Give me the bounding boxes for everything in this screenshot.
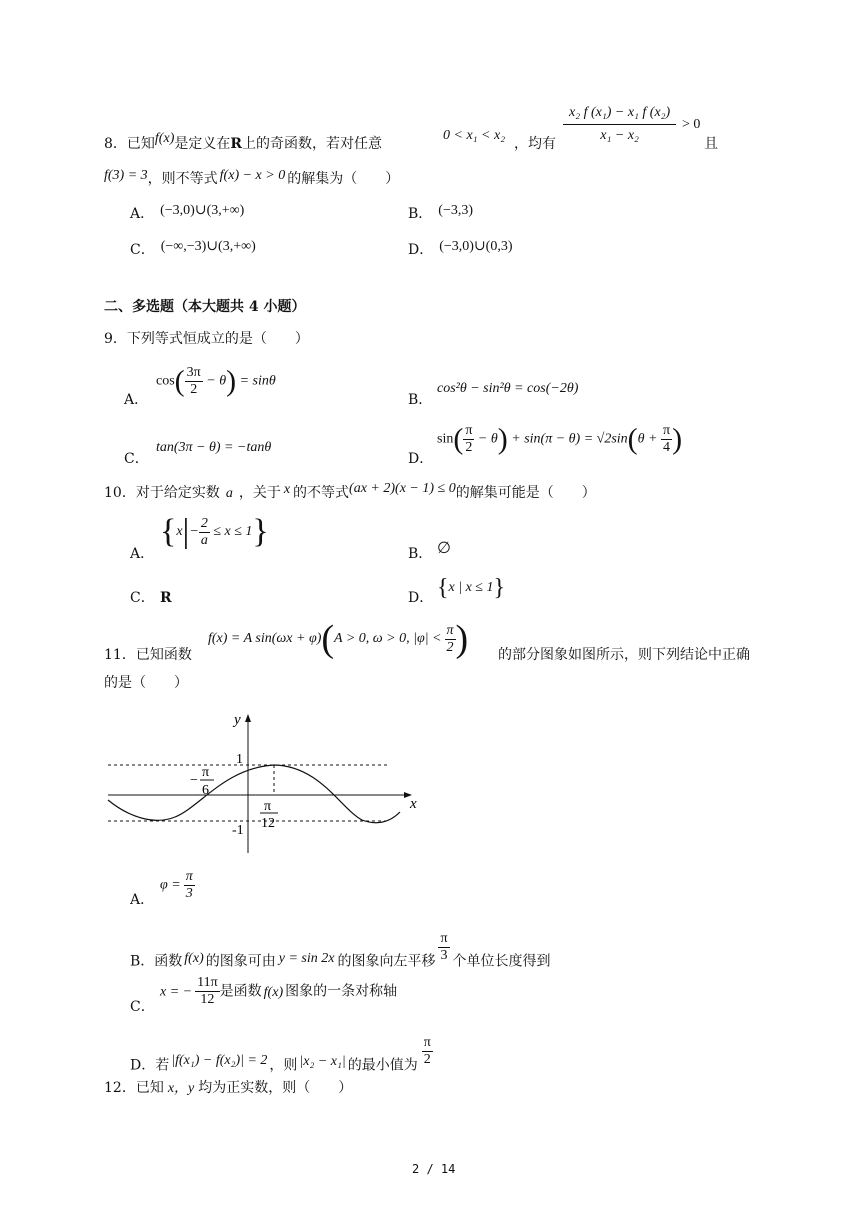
q9-option-c-label[interactable]: C． [124, 451, 149, 467]
q8-option-a[interactable]: A． (−3,0)∪(3,+∞) [130, 203, 245, 222]
q8-text-have: ，均有 [514, 136, 556, 152]
q9-option-d-label[interactable]: D． [408, 451, 434, 467]
q11-option-c-label[interactable]: C． [130, 999, 155, 1015]
q8-condition: 0 < x₁ < x₂ [443, 128, 506, 143]
q11-stem-prefix: 11．已知函数 [104, 647, 192, 663]
graph-label-neg-pi6-den: 6 [202, 783, 209, 798]
q11-option-a-label[interactable]: A． [130, 892, 155, 908]
q8-line2: f(3) = 3，则不等式 f(x) − x > 0 的解集为（ ） [104, 168, 400, 187]
q10-option-b-label[interactable]: B． [408, 546, 433, 562]
q10-option-c-expr: R [160, 590, 172, 606]
graph-x-label: x [410, 796, 417, 812]
q11-option-d[interactable]: D．若 |f(x₁) − f(x₂)| = 2 ，则 |x₂ − x₁| 的最小值为 $\frac{\pi}{2}$ [130, 1035, 431, 1074]
q8-option-d[interactable]: D． (−3,0)∪(0,3) [408, 239, 513, 258]
q8-gt0: > 0 [682, 117, 701, 132]
q10-option-a-expr: {x|− $\frac{2}{a}$ ≤ x ≤ 1} [160, 513, 269, 550]
q8-fraction: $\frac{\text{x₂ f (x₁) − x₁ f (x₂)}}{\text{x₁ − x₂}}$ [563, 106, 676, 143]
q10-option-b-expr: ∅ [437, 540, 451, 557]
q9-option-a-label[interactable]: A． [124, 392, 149, 408]
q12-number: 12． [104, 1080, 136, 1096]
q10-option-a-label[interactable]: A． [130, 546, 155, 562]
y-axis-arrow [245, 714, 251, 722]
q11-function-expr: f(x) = A sin(ωx + φ)(A > 0, ω > 0, |φ| < $\frac{\pi}{2}$ ) [208, 618, 469, 660]
graph-label-pi12-num: π [264, 799, 272, 814]
q12-stem: 12．已知 x，y 均为正实数，则（ ） [104, 1080, 353, 1096]
q9-option-b-expr: cos²θ − sin²θ = cos(−2θ) [437, 381, 579, 396]
q8-option-b[interactable]: B． (−3,3) [408, 203, 474, 222]
graph-y-label: y [234, 712, 241, 728]
q10-option-d-expr: {x | x ≤ 1} [437, 575, 506, 601]
q10-number: 10． [104, 485, 136, 501]
q10-option-d-label[interactable]: D． [408, 590, 434, 606]
graph-label-neg-one: -1 [232, 823, 244, 838]
q9-option-a-expr: cos( $\frac{3\pi}{2}$ − θ) = sinθ [156, 364, 276, 398]
q11-option-c-expr: x = − $\frac{11\pi}{12}$ 是函数 f(x) 图象的一条对称轴 [160, 975, 398, 1007]
q10-option-c-label[interactable]: C． [130, 590, 155, 606]
graph-label-one: 1 [236, 752, 243, 767]
q9-option-b-label[interactable]: B． [408, 392, 433, 408]
q11-stem-suffix: 的部分图象如图所示，则下列结论中正确 [498, 647, 750, 663]
graph-label-neg-sign: − [190, 773, 198, 788]
q8-option-c[interactable]: C． (−∞,−3)∪(3,+∞) [130, 239, 256, 258]
page-number: 2 / 14 [412, 1162, 456, 1176]
section-title-multiple-choice: 二、多选题（本大题共 4 小题） [104, 299, 306, 315]
q8-number: 8． [104, 136, 127, 152]
q8-line1: 8．已知f(x)是定义在R上的奇函数，若对任意 [104, 131, 382, 152]
q11-option-a-expr: φ = $\frac{\pi}{3}$ [160, 869, 193, 901]
q9-option-d-expr: sin( $\frac{\pi}{2}$ − θ) + sin(π − θ) = √2sin(θ + $\frac{\pi}{4}$ ) [437, 422, 683, 456]
sine-curve [108, 765, 400, 823]
q10-stem: 10．对于给定实数 a ，关于 x 的不等式(ax + 2)(x − 1) ≤ 0的解集可能是（ ） [104, 481, 596, 501]
q8-text-and: 且 [704, 136, 718, 152]
q11-number: 11． [104, 647, 136, 663]
q9-option-c-expr: tan(3π − θ) = −tanθ [156, 440, 272, 455]
graph-label-pi12-den: 12 [261, 816, 275, 831]
q11-option-b[interactable]: B．函数 f(x) 的图象可由 y = sin 2x 的图象向左平移 $\frac{\pi}{3}$ 个单位长度得到 [130, 931, 551, 970]
q9-number: 9． [104, 331, 127, 347]
graph-label-neg-pi6-num: π [202, 765, 210, 780]
q9-stem: 9．下列等式恒成立的是（ ） [104, 331, 309, 347]
q11-stem-line2: 的是（ ） [104, 675, 188, 691]
q11-sine-graph [100, 708, 420, 858]
